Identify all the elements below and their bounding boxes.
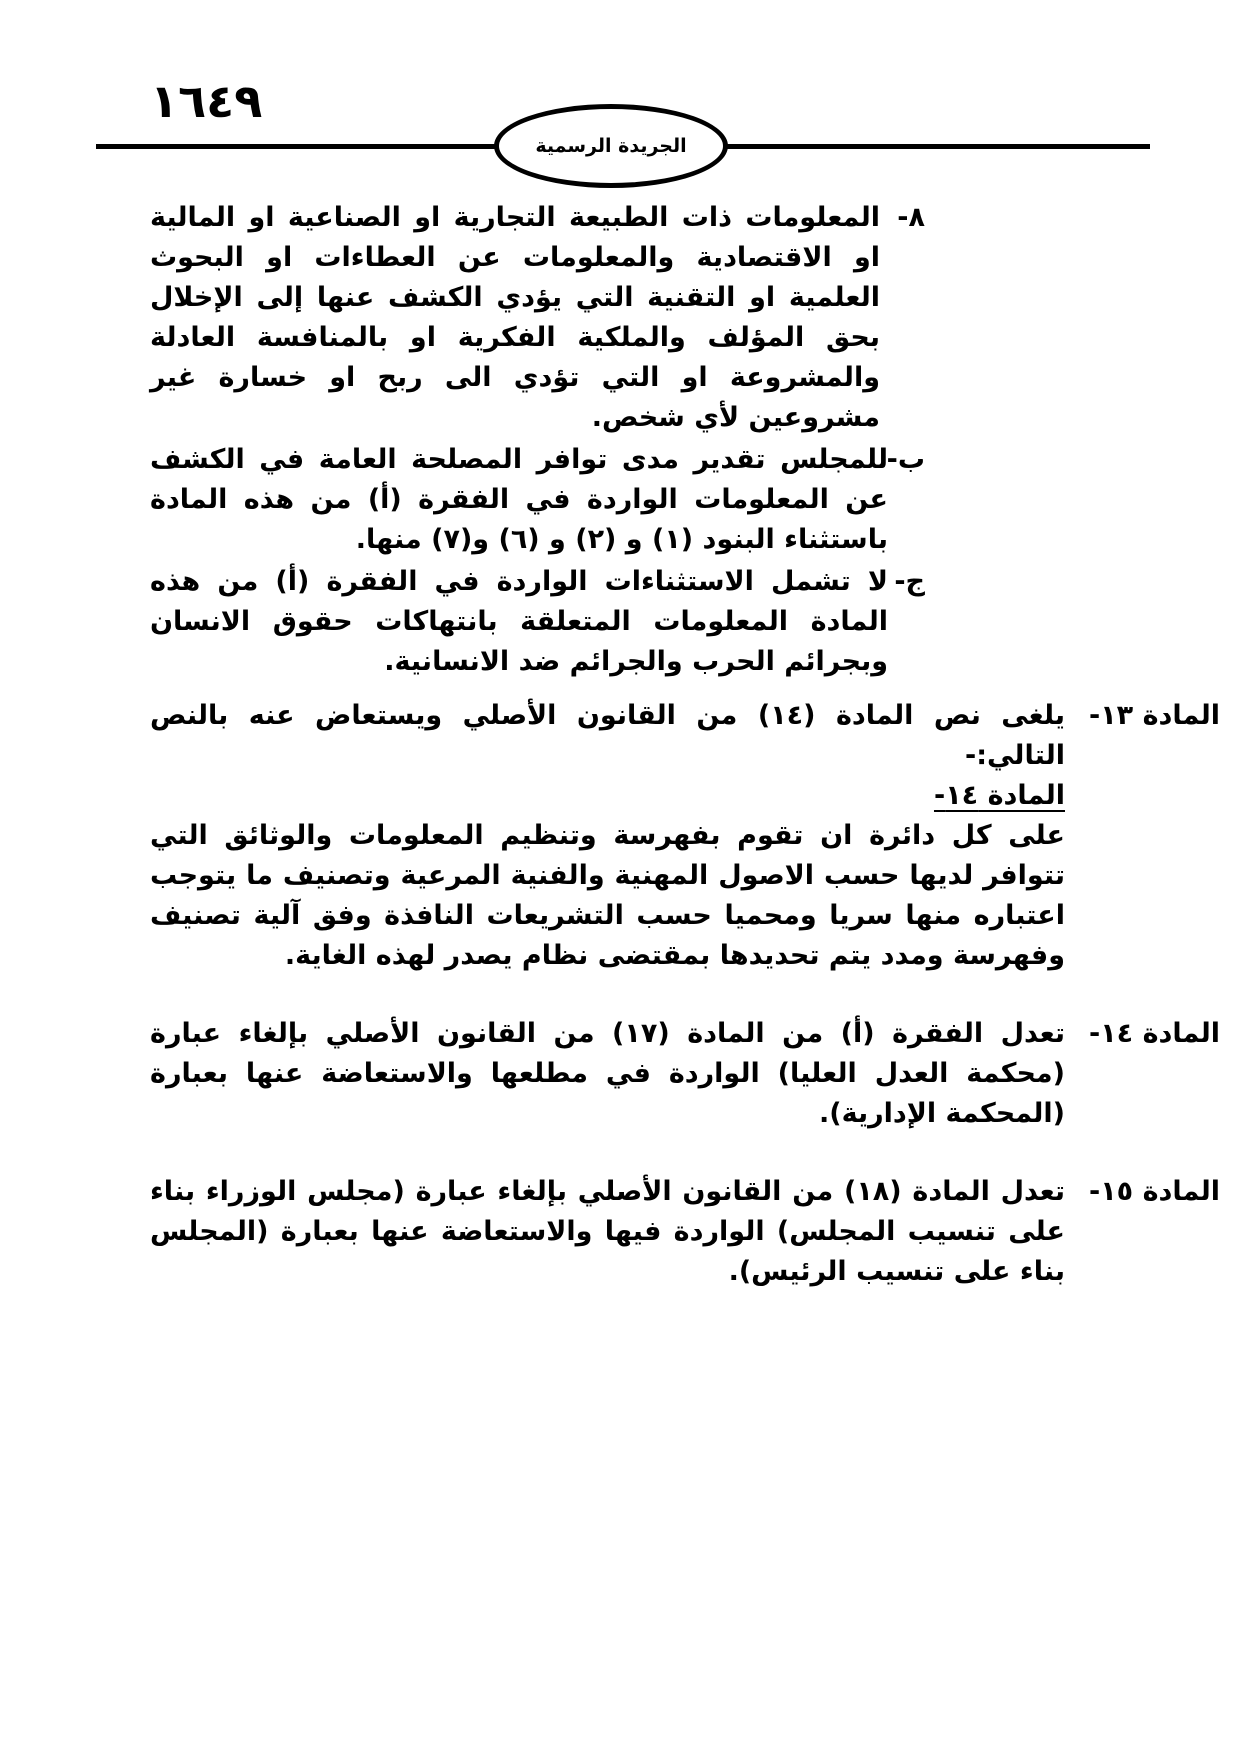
item-8-text: المعلومات ذات الطبيعة التجارية او الصناعية او المالية او الاقتصادية والمعلومات عن العطاءات او البحوث العلمية او التقنية التي يؤدي الكشف عنها إلى الإخلال بحق المؤلف والملكية الفكرية او بالمنافسة العادلة والمشروعة او التي تؤدي الى ربح او خسارة غير مشروعين لأي شخص. [150,202,880,433]
article-14-label: المادة ١٤- [1088,1018,1220,1049]
paragraph-b-label: ب- [886,444,925,475]
new-article-14-heading: المادة ١٤- [933,780,1065,811]
paragraph-c-text: لا تشمل الاستثناءات الواردة في الفقرة (أ) من هذه المادة المعلومات المتعلقة بانتهاكات حقوق الانسان وبجرائم الحرب والجرائم ضد الانسانية. [150,566,888,677]
article-13-text: يلغى نص المادة (١٤) من القانون الأصلي ويستعاض عنه بالنص التالي:- [150,700,1066,771]
page-number: ١٦٤٩ [150,74,263,128]
paragraph-b [150,440,1070,560]
new-article-14 [150,776,1065,976]
document-body [150,198,1220,1292]
article-13-label: المادة ١٣- [1088,700,1220,731]
paragraph-c-label: ج- [894,566,925,597]
article-13 [150,696,1220,976]
paragraph-c [150,562,1070,682]
article-15-label: المادة ١٥- [1088,1176,1220,1207]
item-8-label: ٨- [897,202,925,233]
article-14 [150,1014,1220,1134]
article-14-text: تعدل الفقرة (أ) من المادة (١٧) من القانون الأصلي بإلغاء عبارة (محكمة العدل العليا) الواردة في مطلعها والاستعاضة عنها بعبارة (المحكمة الإدارية). [150,1018,1065,1129]
article-15-text: تعدل المادة (١٨) من القانون الأصلي بإلغاء عبارة (مجلس الوزراء بناء على تنسيب المجلس) الواردة فيها والاستعاضة عنها بعبارة (المجلس بناء على تنسيب الرئيس). [150,1176,1066,1287]
paragraph-b-text: للمجلس تقدير مدى توافر المصلحة العامة في الكشف عن المعلومات الواردة في الفقرة (أ) من هذه المادة باستثناء البنود (١) و (٢) و (٦) و(٧) منها. [150,444,888,555]
new-article-14-text: على كل دائرة ان تقوم بفهرسة وتنظيم المعلومات والوثائق التي تتوافر لديها حسب الاصول المهنية والفنية المرعية وتصنيف ما يتوجب اعتباره منها سريا ومحميا حسب التشريعات النافذة وفق آلية تصنيف وفهرسة ومدد يتم تحديدها بمقتضى نظام يصدر لهذه الغاية. [150,820,1065,971]
article-15 [150,1172,1220,1292]
item-8 [150,198,1070,438]
gazette-title-oval [494,104,728,188]
gazette-title: الجريدة الرسمية [535,135,687,157]
